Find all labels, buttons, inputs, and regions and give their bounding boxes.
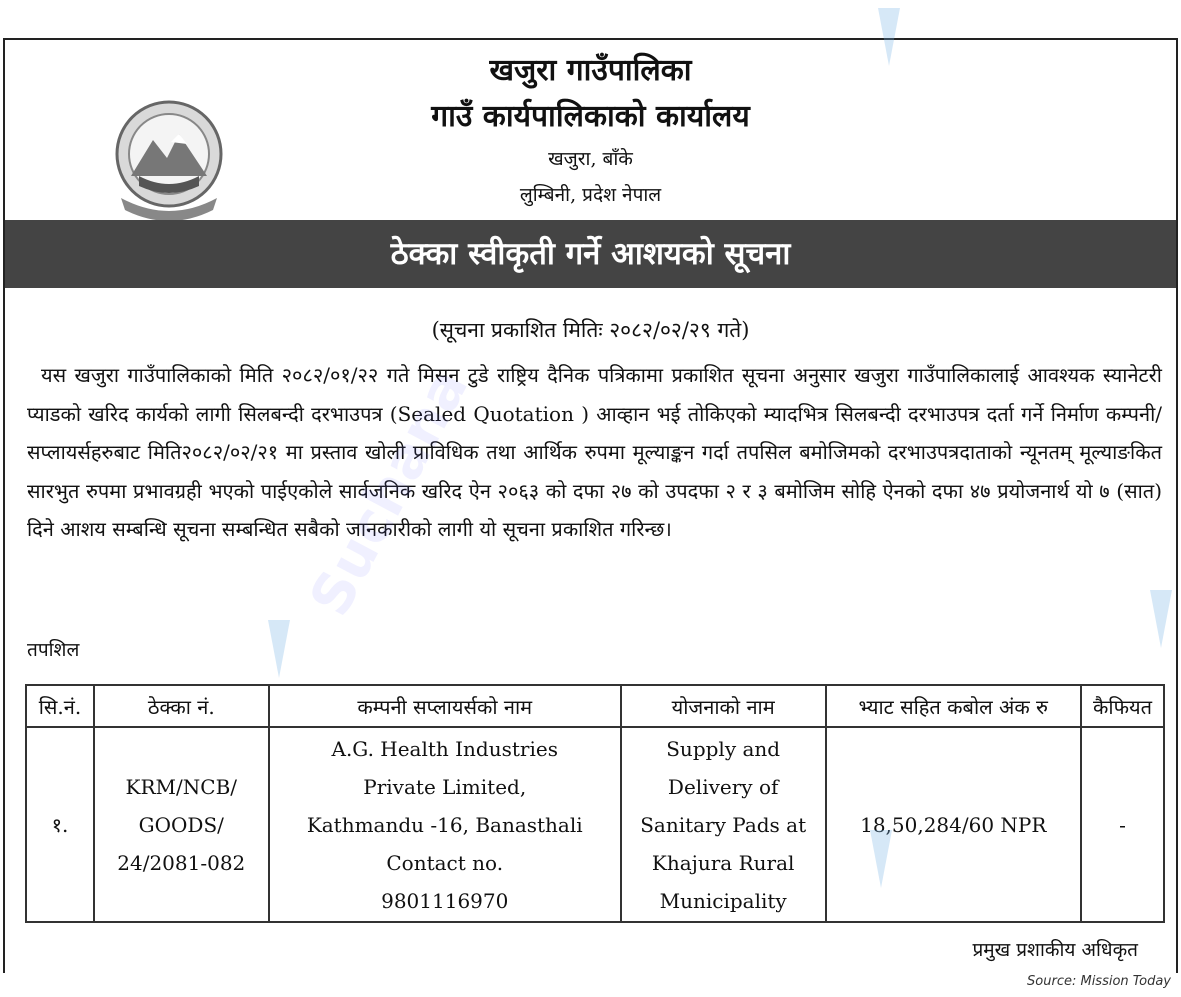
- watermark-arrow-icon: [1150, 590, 1172, 648]
- project-line: Supply and: [666, 736, 781, 761]
- publish-date: (सूचना प्रकाशित मितिः २०८२/०२/२९ गते): [431, 318, 750, 342]
- cell-amount: 18,50,284/60 NPR: [826, 727, 1082, 922]
- project-line: Delivery of: [667, 774, 779, 799]
- watermark-arrow-icon: [878, 8, 900, 66]
- company-line: Private Limited,: [363, 774, 527, 799]
- contract-line: 24/2081-082: [117, 850, 246, 875]
- company-line: 9801116970: [381, 888, 509, 913]
- contract-table: [25, 684, 1165, 923]
- address: खजुरा, बाँके: [548, 148, 633, 170]
- project-line: Khajura Rural: [651, 850, 795, 875]
- watermark-text: Suchana: [297, 358, 482, 627]
- notice-card: [3, 38, 1178, 973]
- cell-company: [269, 727, 621, 922]
- notice-body: यस खजुरा गाउँपालिकाको मिति २०८२/०१/२२ गते मिसन टुडे राष्ट्रिय दैनिक पत्रिकामा प्रकाशित सूचना अनुसार खजुरा गाउँपालिकालाई आवश्यक स्यानेटरी प्याडको खरिद कार्यको लागी सिलबन्दी दरभाउपत्र (Sealed Quotation ) आव्हान भई तोकिएको म्यादभित्र सिलबन्दी दरभाउपत्र दर्ता गर्ने निर्माण कम्पनी/सप्लायर्सहरुबाट मिति२०८२/०२/२१ मा प्रस्ताव खोली प्राविधिक तथा आर्थिक रुपमा मूल्याङ्कन गर्दा तपसिल बमोजिमको दरभाउपत्रदाताको न्यूनतम् मूल्याङकित सारभुत रुपमा प्रभावग्रही भएको पाईएकोले सार्वजनिक खरिद ऐन २०६३ को दफा २७ को उपदफा २ र ३ बमोजिम सोहि ऐनको दफा ४७ प्रयोजनार्थ यो ७ (सात) दिने आशय सम्बन्धि सूचना सम्बन्धित सबैको जानकारीको लागी यो सूचना प्रकाशित गरिन्छ।: [27, 363, 1162, 541]
- col-project-header: योजनाको नाम: [621, 685, 826, 727]
- company-line: Contact no.: [386, 850, 504, 875]
- cell-remarks: -: [1081, 727, 1164, 922]
- watermark-arrow-icon: [870, 830, 892, 888]
- col-sn-header: सि.नं.: [26, 685, 94, 727]
- watermark-arrow-icon: [268, 620, 290, 678]
- cell-project: [621, 727, 826, 922]
- cell-sn: १.: [26, 727, 94, 922]
- col-company-header: कम्पनी सप्लायर्सको नाम: [269, 685, 621, 727]
- signatory: प्रमुख प्रशाकीय अधिकृत: [972, 939, 1138, 961]
- cell-contract: [94, 727, 269, 922]
- source-credit: Source: Mission Today: [1027, 974, 1171, 989]
- table-header-row: [26, 685, 1164, 727]
- col-remarks-header: कैफियत: [1081, 685, 1164, 727]
- col-amount-header: भ्याट सहित कबोल अंक रु: [826, 685, 1082, 727]
- schedule-label: तपशिल: [27, 639, 80, 661]
- project-line: Municipality: [659, 888, 787, 913]
- col-contract-header: ठेक्का नं.: [94, 685, 269, 727]
- province: लुम्बिनी, प्रदेश नेपाल: [519, 184, 662, 206]
- notice-title: ठेक्का स्वीकृती गर्ने आशयको सूचना: [5, 220, 1176, 288]
- org-name: खजुरा गाउँपालिका: [489, 53, 692, 88]
- company-line: A.G. Health Industries: [331, 736, 558, 761]
- office-name: गाउँ कार्यपालिकाको कार्यालय: [431, 99, 750, 134]
- company-line: Kathmandu -16, Banasthali: [306, 812, 583, 837]
- project-line: Sanitary Pads at: [640, 812, 807, 837]
- contract-line: KRM/NCB/: [125, 774, 238, 799]
- contract-line: GOODS/: [138, 812, 224, 837]
- table-row: [26, 727, 1164, 922]
